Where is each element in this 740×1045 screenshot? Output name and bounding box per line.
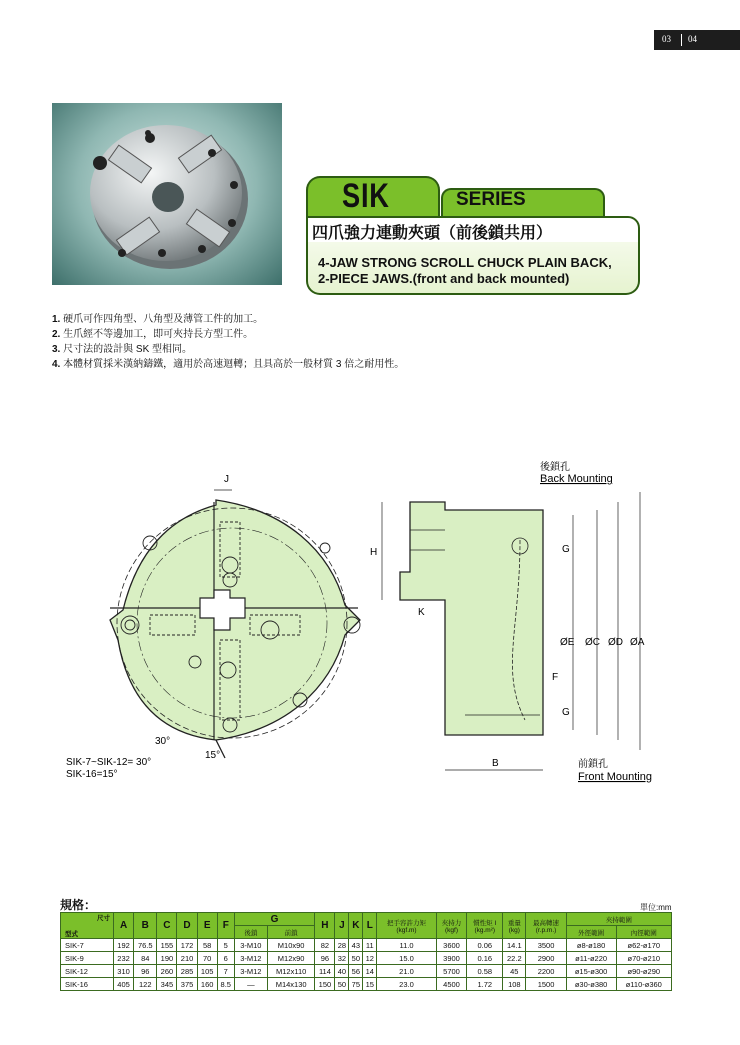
spec-cell: 50 — [349, 952, 363, 965]
angle-15: 15° — [205, 750, 221, 761]
spec-cell: 8.5 — [217, 978, 234, 991]
english-title-line2: 2-PIECE JAWS.(front and back mounted) — [318, 271, 570, 286]
product-photo — [52, 103, 282, 285]
spec-cell: 50 — [335, 978, 349, 991]
spec-cell: 2200 — [526, 965, 566, 978]
spec-cell: 310 — [114, 965, 134, 978]
spec-cell: 21.0 — [377, 965, 437, 978]
spec-cell: 56 — [349, 965, 363, 978]
spec-cell: 76.5 — [134, 939, 157, 952]
back-mount-en: Back Mounting — [540, 473, 613, 485]
spec-cell: M12x90 — [267, 952, 314, 965]
spec-cell: 7 — [217, 965, 234, 978]
spec-cell: 32 — [335, 952, 349, 965]
label-d: ØD — [608, 637, 623, 648]
spec-cell: 210 — [177, 952, 197, 965]
chuck-photo-illustration — [52, 103, 282, 285]
label-j: J — [224, 474, 229, 485]
spec-cell: 11 — [363, 939, 377, 952]
spec-cell: 23.0 — [377, 978, 437, 991]
technical-drawing — [0, 440, 740, 790]
spec-cell: 260 — [157, 965, 177, 978]
spec-cell: 12 — [363, 952, 377, 965]
spec-cell: 22.2 — [503, 952, 526, 965]
label-b: B — [492, 758, 499, 769]
angle-note-2: SIK-16=15° — [66, 769, 118, 780]
spec-cell: 1.72 — [467, 978, 503, 991]
page-number-left: 03 — [662, 34, 671, 44]
table-subheader-row: 後鎖 前鎖 外徑範圍 內徑範圍 — [61, 926, 672, 939]
note-item: 1. 硬爪可作四角型、八角型及薄管工件的加工。 — [52, 314, 264, 325]
spec-cell: 345 — [157, 978, 177, 991]
spec-cell: 3600 — [436, 939, 467, 952]
unit-label: 單位:mm — [640, 903, 672, 912]
model-cell: SIK-7 — [61, 939, 114, 952]
spec-cell: 114 — [315, 965, 335, 978]
side-view — [370, 460, 652, 783]
label-g-bottom: G — [562, 707, 570, 718]
note-item: 3. 尺寸法的設計與 SK 型相同。 — [52, 344, 193, 355]
spec-cell: 2900 — [526, 952, 566, 965]
spec-cell: ø11-ø220 — [566, 952, 616, 965]
page-separator — [681, 34, 682, 46]
spec-cell: 1500 — [526, 978, 566, 991]
spec-cell: M14x130 — [267, 978, 314, 991]
spec-cell: 3500 — [526, 939, 566, 952]
chinese-title: 四爪強力連動夾頭（前後鎖共用） — [312, 225, 553, 242]
front-view — [66, 474, 360, 780]
page-number-right: 04 — [688, 34, 697, 44]
spec-cell: 172 — [177, 939, 197, 952]
label-k: K — [418, 607, 425, 618]
spec-cell: 96 — [134, 965, 157, 978]
label-f: F — [552, 672, 559, 683]
model-name: SIK — [342, 177, 390, 215]
back-mount-cn: 後鎖孔 — [540, 462, 570, 473]
spec-cell: 43 — [349, 939, 363, 952]
spec-cell: 40 — [335, 965, 349, 978]
feature-notes — [52, 312, 404, 372]
spec-cell: ø62-ø170 — [616, 939, 671, 952]
spec-cell: 3900 — [436, 952, 467, 965]
spec-cell: 105 — [197, 965, 217, 978]
spec-cell: 192 — [114, 939, 134, 952]
page-number-bar — [654, 30, 740, 50]
model-cell: SIK-16 — [61, 978, 114, 991]
spec-cell: 58 — [197, 939, 217, 952]
english-title-line1: 4-JAW STRONG SCROLL CHUCK PLAIN BACK, — [318, 255, 612, 270]
spec-cell: ø90-ø290 — [616, 965, 671, 978]
spec-cell: ø8-ø180 — [566, 939, 616, 952]
note-item: 4. 本體材質採米漢納鑄鐵，適用於高速迴轉；且具高於一般材質 3 倍之耐用性。 — [52, 359, 405, 370]
spec-cell: ø30-ø380 — [566, 978, 616, 991]
spec-cell: 232 — [114, 952, 134, 965]
title-box — [306, 176, 636, 293]
spec-cell: M10x90 — [267, 939, 314, 952]
label-g-top: G — [562, 544, 570, 555]
spec-cell: — — [234, 978, 267, 991]
spec-cell: 3-M10 — [234, 939, 267, 952]
spec-cell: 5700 — [436, 965, 467, 978]
label-h: H — [370, 547, 378, 558]
spec-cell: 3-M12 — [234, 952, 267, 965]
angle-30: 30° — [155, 736, 171, 747]
spec-cell: ø15-ø300 — [566, 965, 616, 978]
spec-cell: 285 — [177, 965, 197, 978]
spec-cell: 150 — [315, 978, 335, 991]
spec-cell: 5 — [217, 939, 234, 952]
label-c: ØC — [585, 637, 600, 648]
spec-cell: 15 — [363, 978, 377, 991]
table-row — [61, 965, 672, 978]
spec-cell: 3-M12 — [234, 965, 267, 978]
spec-cell: 0.06 — [467, 939, 503, 952]
label-e: ØE — [560, 637, 575, 648]
table-row — [61, 939, 672, 952]
spec-cell: 75 — [349, 978, 363, 991]
spec-cell: 82 — [315, 939, 335, 952]
front-mount-cn: 前鎖孔 — [578, 759, 608, 770]
header-size-model: 尺寸 型式 — [61, 913, 114, 939]
spec-cell: 4500 — [436, 978, 467, 991]
spec-cell: 0.58 — [467, 965, 503, 978]
spec-cell: 14 — [363, 965, 377, 978]
label-a: ØA — [630, 637, 645, 648]
spec-cell: 155 — [157, 939, 177, 952]
spec-cell: 45 — [503, 965, 526, 978]
spec-cell: 15.0 — [377, 952, 437, 965]
spec-cell: 6 — [217, 952, 234, 965]
front-mount-en: Front Mounting — [578, 771, 652, 783]
series-label: SERIES — [456, 189, 526, 210]
spec-cell: 160 — [197, 978, 217, 991]
spec-cell: 108 — [503, 978, 526, 991]
spec-cell: 96 — [315, 952, 335, 965]
spec-cell: 375 — [177, 978, 197, 991]
spec-cell: ø70-ø210 — [616, 952, 671, 965]
angle-note-1: SIK-7~SIK-12= 30° — [66, 757, 152, 768]
spec-cell: 70 — [197, 952, 217, 965]
spec-cell: 11.0 — [377, 939, 437, 952]
spec-cell: 28 — [335, 939, 349, 952]
spec-title: 規格： — [60, 898, 97, 912]
spec-cell: M12x110 — [267, 965, 314, 978]
spec-cell: 190 — [157, 952, 177, 965]
table-header-row: 尺寸 型式 A B C D E F G H J K L 把手容許力矩 (kgf.m) 夾持力 (kgf) 慣性矩 I (kg.m²) 重量 (kg) 最高轉速 (r.p.m.) 夾持範圍 — [61, 913, 672, 926]
spec-cell: 84 — [134, 952, 157, 965]
spec-cell: ø110-ø360 — [616, 978, 671, 991]
table-row — [61, 952, 672, 965]
spec-cell: 405 — [114, 978, 134, 991]
table-row — [61, 978, 672, 991]
spec-table — [60, 912, 672, 991]
spec-cell: 0.16 — [467, 952, 503, 965]
spec-cell: 14.1 — [503, 939, 526, 952]
model-cell: SIK-12 — [61, 965, 114, 978]
spec-cell: 122 — [134, 978, 157, 991]
model-cell: SIK-9 — [61, 952, 114, 965]
note-item: 2. 生爪經不等邊加工，即可夾持長方型工件。 — [52, 329, 254, 340]
